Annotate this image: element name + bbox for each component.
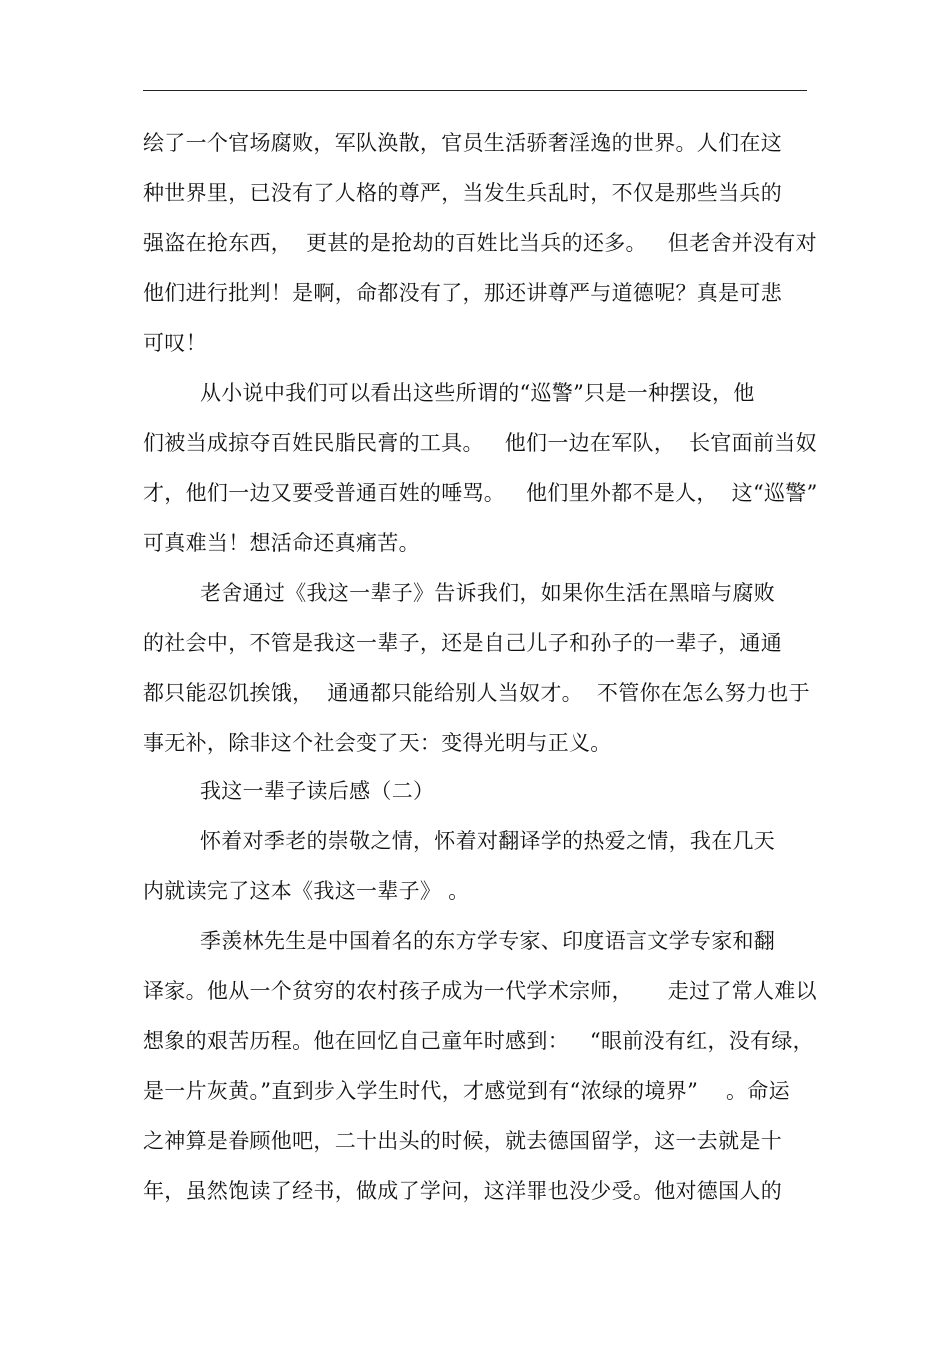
text-line: 种世界里，已没有了人格的尊严，当发生兵乱时，不仅是那些当兵的 <box>143 181 782 205</box>
text-line: 强盗在抢东西， 更甚的是抢劫的百姓比当兵的还多。 但老舍并没有对 <box>143 231 817 255</box>
text-line: 才，他们一边又要受普通百姓的唾骂。 他们里外都不是人， 这“巡警” <box>143 481 818 505</box>
paragraph-first-line: 怀着对季老的崇敬之情，怀着对翻译学的热爱之情，我在几天 <box>200 829 776 853</box>
text-line: 都只能忍饥挨饿， 通通都只能给别人当奴才。 不管你在怎么努力也于 <box>143 681 810 705</box>
header-rule <box>143 90 807 91</box>
text-line: 之神算是眷顾他吧，二十出头的时候，就去德国留学，这一去就是十 <box>143 1129 782 1153</box>
text-line: 的社会中，不管是我这一辈子，还是自己儿子和孙子的一辈子，通通 <box>143 631 782 655</box>
text-line: 绘了一个官场腐败，军队涣散，官员生活骄奢淫逸的世界。人们在这 <box>143 131 782 155</box>
text-line: 们被当成掠夺百姓民脂民膏的工具。 他们一边在军队， 长官面前当奴 <box>143 431 817 455</box>
paragraph-first-line: 老舍通过《我这一辈子》告诉我们，如果你生活在黑暗与腐败 <box>200 581 776 605</box>
text-line: 可叹！ <box>143 331 207 355</box>
text-line: 想象的艰苦历程。他在回忆自己童年时感到： “眼前没有红，没有绿， <box>143 1029 814 1053</box>
text-line: 事无补，除非这个社会变了天：变得光明与正义。 <box>143 731 612 755</box>
text-line: 他们进行批判！是啊，命都没有了，那还讲尊严与道德呢？真是可悲 <box>143 281 782 305</box>
text-line: 年，虽然饱读了经书，做成了学问，这洋罪也没少受。他对德国人的 <box>143 1179 782 1203</box>
section-heading: 我这一辈子读后感（二） <box>200 779 435 803</box>
paragraph-first-line: 季羡林先生是中国着名的东方学专家、印度语言文学专家和翻 <box>200 929 776 953</box>
paragraph-first-line: 从小说中我们可以看出这些所谓的“巡警”只是一种摆设，他 <box>200 381 755 405</box>
text-line: 可真难当！想活命还真痛苦。 <box>143 531 420 555</box>
text-line: 内就读完了这本《我这一辈子》 。 <box>143 879 470 903</box>
text-line: 是一片灰黄。”直到步入学生时代，才感觉到有“浓绿的境界” 。命运 <box>143 1079 790 1103</box>
text-line: 译家。他从一个贫穷的农村孩子成为一代学术宗师， 走过了常人难以 <box>143 979 817 1003</box>
